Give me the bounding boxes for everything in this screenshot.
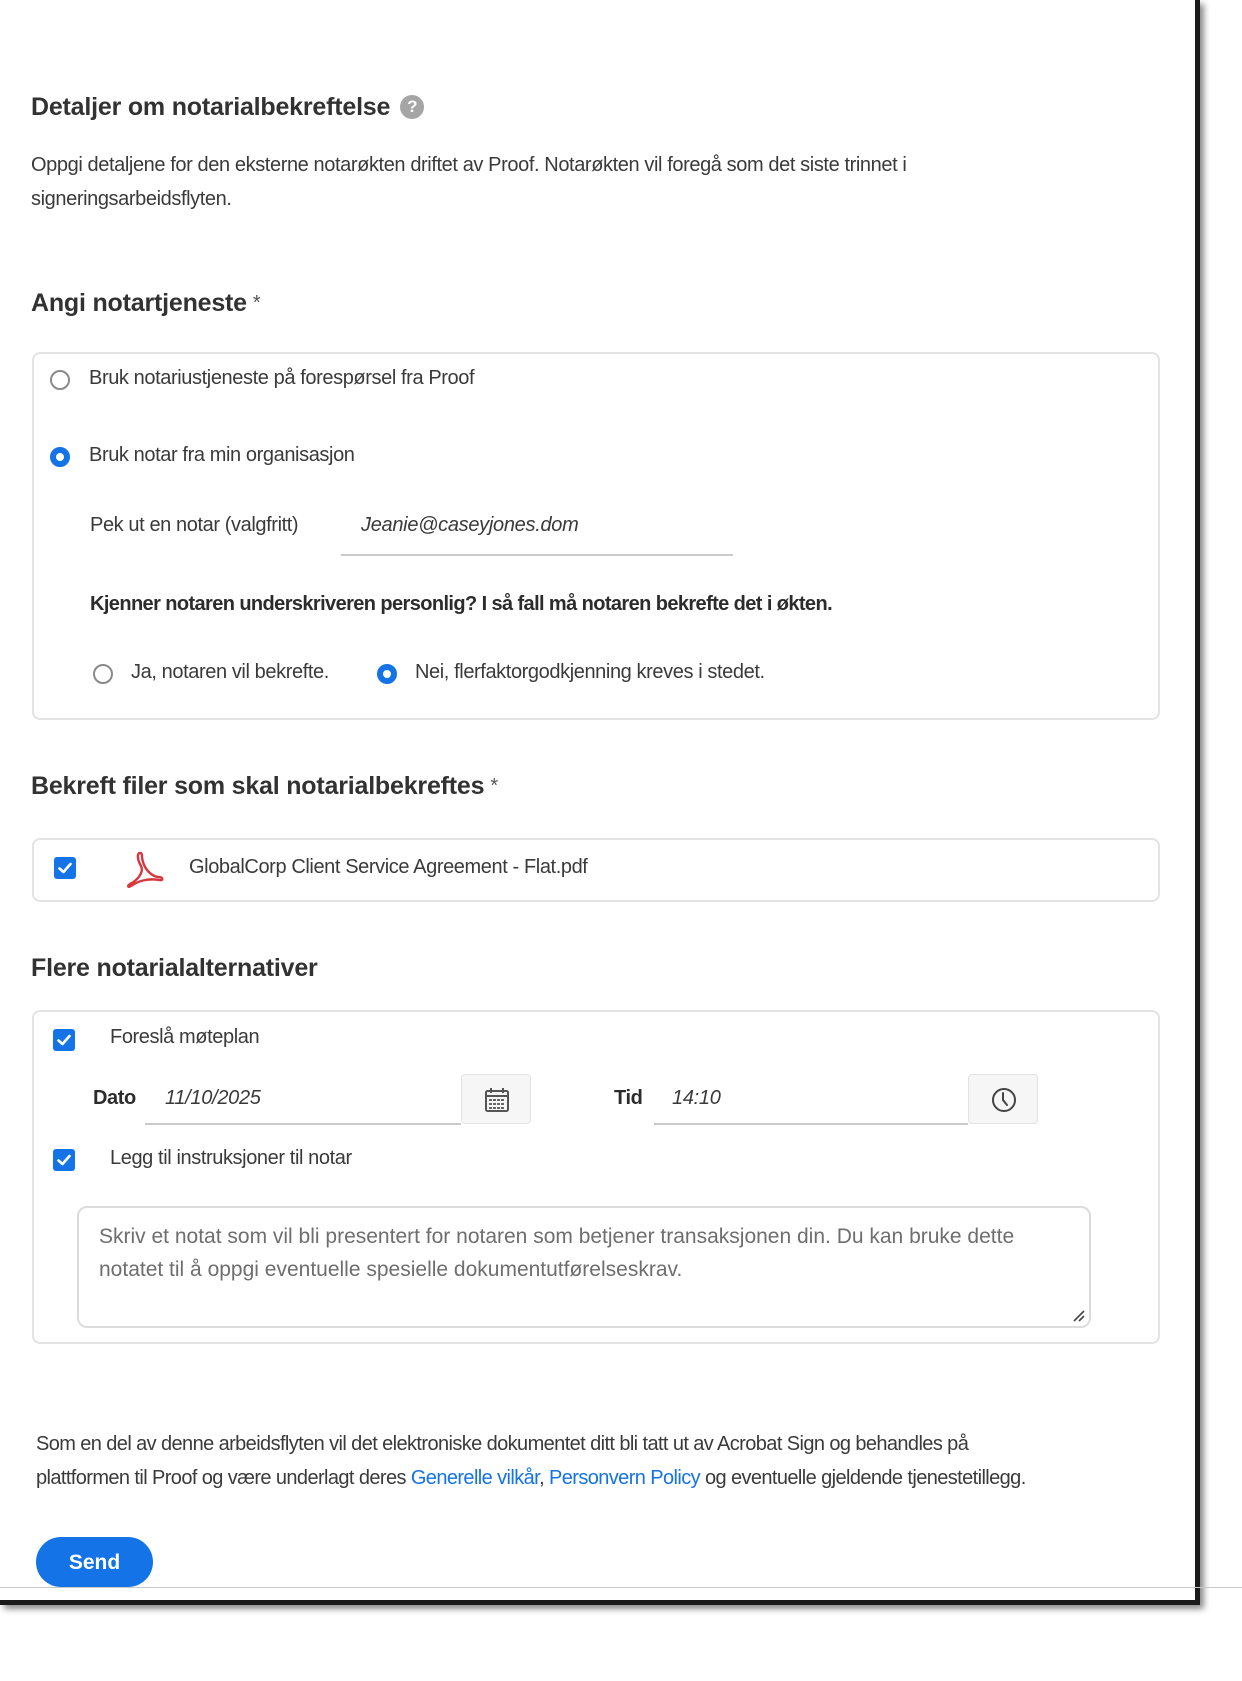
instructions-placeholder: Skriv et notat som vil bli presentert for notaren som betjener transaksjonen din. Du kan bruke dette notatet til å oppgi eventuelle spesielle dokumentutførelseskrav. bbox=[99, 1225, 1015, 1281]
separator: , bbox=[539, 1467, 550, 1489]
files-title: Bekreft filer som skal notarialbekreftes bbox=[31, 772, 485, 800]
files-heading bbox=[31, 772, 498, 801]
more-options-heading bbox=[31, 954, 318, 983]
notary-service-title: Angi notartjeneste bbox=[31, 289, 247, 317]
resize-handle-icon[interactable] bbox=[1071, 1308, 1085, 1322]
notary-service-heading bbox=[31, 289, 260, 318]
radio-proof-on-demand[interactable] bbox=[50, 370, 70, 390]
date-label: Dato bbox=[93, 1087, 136, 1109]
page-title-text: Detaljer om notarialbekreftelse bbox=[31, 93, 391, 121]
radio-label-no[interactable]: Nei, flerfaktorgodkjenning kreves i stedet. bbox=[415, 661, 765, 683]
divider bbox=[0, 1587, 1242, 1588]
add-instructions-checkbox[interactable] bbox=[53, 1149, 75, 1171]
file-checkbox[interactable] bbox=[54, 857, 76, 879]
legal-notice bbox=[36, 1427, 1186, 1495]
description-line-1: Oppgi detaljene for den eksterne notarøkten driftet av Proof. Notarøkten vil foregå som det siste trinnet i bbox=[31, 154, 907, 176]
page-title bbox=[31, 93, 424, 122]
designate-notary-value: Jeanie@caseyjones.dom bbox=[361, 514, 579, 536]
checkmark-icon bbox=[56, 1152, 72, 1168]
acrobat-pdf-icon bbox=[124, 850, 166, 890]
radio-no-mfa[interactable] bbox=[377, 664, 397, 684]
legal-text: og eventuelle gjeldende tjenestetillegg. bbox=[700, 1467, 1026, 1489]
add-instructions-label[interactable]: Legg til instruksjoner til notar bbox=[110, 1147, 352, 1169]
date-input[interactable] bbox=[145, 1075, 461, 1125]
designate-notary-label: Pek ut en notar (valgfritt) bbox=[90, 514, 299, 536]
privacy-link[interactable]: Personvern Policy bbox=[549, 1467, 700, 1489]
designate-notary-input[interactable] bbox=[341, 508, 733, 556]
radio-label-proof-on-demand[interactable]: Bruk notariustjeneste på forespørsel fra Proof bbox=[89, 367, 475, 389]
legal-text: plattformen til Proof og være underlagt deres bbox=[36, 1467, 411, 1489]
radio-label-yes[interactable]: Ja, notaren vil bekrefte. bbox=[131, 661, 329, 683]
radio-yes-notary-confirms[interactable] bbox=[93, 664, 113, 684]
calendar-icon bbox=[483, 1086, 511, 1114]
terms-link[interactable]: Generelle vilkår bbox=[410, 1467, 540, 1489]
file-name: GlobalCorp Client Service Agreement - Flat.pdf bbox=[189, 856, 588, 878]
date-value: 11/10/2025 bbox=[165, 1087, 261, 1109]
checkmark-icon bbox=[56, 1032, 72, 1048]
legal-line-2 bbox=[36, 1461, 1186, 1495]
instructions-textarea[interactable] bbox=[77, 1206, 1091, 1328]
calendar-button[interactable] bbox=[461, 1074, 531, 1124]
radio-own-organization[interactable] bbox=[50, 447, 70, 467]
more-options-title: Flere notarialalternativer bbox=[31, 954, 318, 982]
radio-label-own-organization[interactable]: Bruk notar fra min organisasjon bbox=[89, 444, 355, 466]
time-input[interactable] bbox=[654, 1075, 968, 1125]
time-value: 14:10 bbox=[672, 1087, 721, 1109]
suggest-schedule-label[interactable]: Foreslå møteplan bbox=[110, 1026, 260, 1048]
checkmark-icon bbox=[57, 860, 73, 876]
personal-knowledge-question: Kjenner notaren underskriveren personlig? I så fall må notaren bekrefte det i økten. bbox=[90, 593, 833, 615]
clock-icon bbox=[990, 1086, 1018, 1114]
page-description bbox=[31, 148, 1151, 216]
required-asterisk: * bbox=[252, 292, 261, 314]
time-label: Tid bbox=[614, 1087, 643, 1109]
suggest-schedule-checkbox[interactable] bbox=[53, 1029, 75, 1051]
legal-line-1: Som en del av denne arbeidsflyten vil det elektroniske dokumentet ditt bli tatt ut av Acrobat Sign og behandles på bbox=[36, 1433, 969, 1455]
send-button[interactable]: Send bbox=[36, 1537, 153, 1587]
description-line-2: signeringsarbeidsflyten. bbox=[31, 188, 232, 210]
question-circle-icon[interactable]: ? bbox=[400, 95, 424, 119]
required-asterisk: * bbox=[490, 775, 498, 797]
clock-button[interactable] bbox=[968, 1074, 1038, 1124]
